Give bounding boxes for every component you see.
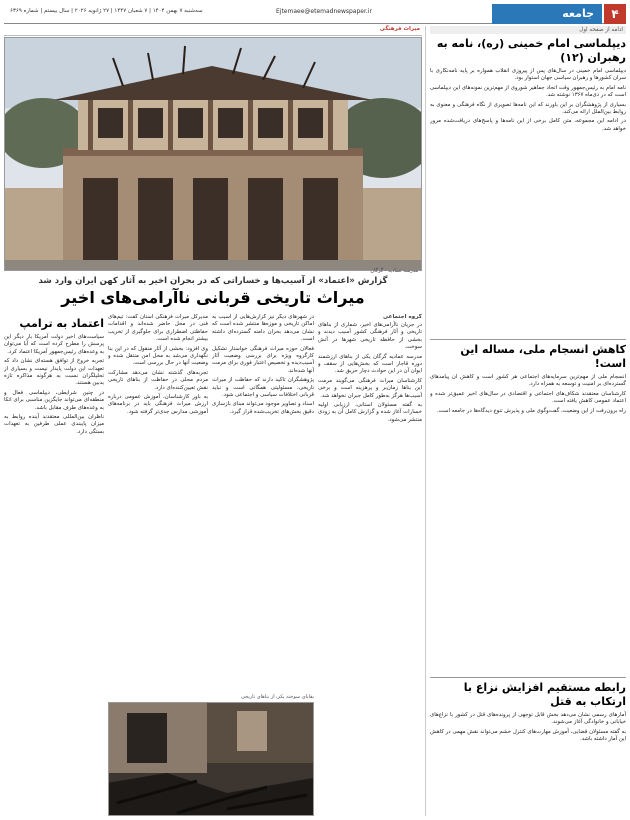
paragraph: نامه امام به رئیس‌جمهور وقت اتحاد جماهیر شوروی از مهم‌ترین نمونه‌های این دیپلماسی است که در دی‌ماه ۱۳۶۷ نوشته شد. xyxy=(430,84,626,99)
paragraph: وی افزود: بخشی از آثار منقول که در این بنا نگهداری می‌شد به محل امن منتقل شده و وضعیت آنها در حال بررسی است. xyxy=(108,345,208,367)
paragraph: مدرسه عمادیه گرگان یکی از بناهای ارزشمند دوره قاجار است که بخش‌هایی از سقف و ایوان آن در این حوادث دچار حریق شد. xyxy=(318,353,422,375)
burnt-interior-illustration xyxy=(108,703,313,816)
paragraph: در شهرهای دیگر نیز گزارش‌هایی از آسیب به اماکن تاریخی و موزه‌ها منتشر شده است که نشان می‌دهد بحران دامنه گسترده‌ای داشته است. xyxy=(212,314,314,343)
paragraph: کارشناسان معتقدند شکاف‌های اجتماعی و اقتصادی در سال‌های اخیر عمیق‌تر شده و اعتماد عمومی کاهش یافته است. xyxy=(430,390,626,405)
paragraph: بسیاری از پژوهشگران بر این باورند که این نامه‌ها تصویری از نگاه فرهنگی و معنوی به روابط بین‌الملل ارائه می‌کند. xyxy=(430,101,626,116)
paragraph: در چنین شرایطی، دیپلماسی فعال و منطقه‌ای می‌تواند جایگزین مناسبی برای اتکا به وعده‌های طرف مقابل باشد. xyxy=(4,389,104,411)
paragraph: اسناد و تصاویر موجود می‌تواند مبنای بازسازی دقیق بخش‌های تخریب‌شده قرار گیرد. xyxy=(212,401,314,415)
dateline: سه‌شنبه ۷ بهمن ۱۴۰۴ | ۷ شعبان ۱۴۴۷ | ۲۷ ژانویه ۲۰۲۶ | سال بیستم | شماره ۶۳۶۹ xyxy=(10,8,203,14)
divider xyxy=(430,339,626,340)
paragraph: در جریان ناآرامی‌های اخیر، شماری از بناهای تاریخی و آثار فرهنگی کشور آسیب دیدند و بخشی از حافظه تاریخی شهرها در آتش سوخت. xyxy=(318,322,422,351)
feature-section-tag xyxy=(4,26,422,36)
paragraph: ناظران بین‌المللی معتقدند آینده روابط به میزان پایبندی عملی طرفین به تعهدات بستگی دارد. xyxy=(4,414,104,435)
main-photo-caption: مدرسه عمادیه - گرگان xyxy=(370,268,418,274)
column-divider xyxy=(425,26,426,816)
paragraph: به باور کارشناسان، آموزش عمومی درباره ارزش میراث فرهنگی باید در برنامه‌های آموزشی مدارس جدی‌تر گرفته شود. xyxy=(108,394,208,415)
paragraph: به گفته مسئولان قضایی، آموزش مهارت‌های کنترل خشم می‌تواند نقش مهمی در کاهش این آمار داشته باشد. xyxy=(430,728,626,743)
page-header xyxy=(4,4,626,24)
paragraph: کارشناسان میراث فرهنگی می‌گویند مرمت این بناها زمان‌بر و پرهزینه است و برخی آسیب‌ها هرگز به‌طور کامل جبران نخواهد شد. xyxy=(318,377,422,399)
article-title-diplomacy[interactable]: دیپلماسی امام خمینی (ره)، نامه به رهبران (۱۲) xyxy=(436,37,626,64)
feature-byline: گروه اجتماعی xyxy=(382,314,422,320)
divider xyxy=(430,677,626,678)
paragraph: راه برون‌رفت از این وضعیت، گفت‌وگوی ملی و پذیرش تنوع دیدگاه‌ها در جامعه است. xyxy=(436,407,626,414)
article-body-violence xyxy=(430,712,626,744)
paragraph: دیپلماسی امام خمینی در سال‌های پس از پیروزی انقلاب همواره بر پایه نامه‌نگاری با سران کشورها و رهبران سیاسی جهان استوار بود. xyxy=(430,68,626,82)
paragraph: در ادامه این مجموعه، متن کامل برخی از این نامه‌ها و پاسخ‌های دریافت‌شده مرور خواهد شد. xyxy=(430,118,626,132)
left-column xyxy=(4,314,104,814)
article-title-trump[interactable]: اعتماد به ترامپ xyxy=(19,317,104,330)
feature-section-label: میراث فرهنگی xyxy=(379,26,420,32)
section-email[interactable]: Ejtemaee@etemadnewspaper.ir xyxy=(276,8,372,15)
article-title-cohesion[interactable]: کاهش انسجام ملی، مساله این است! xyxy=(460,343,626,370)
article-body-diplomacy xyxy=(430,68,626,336)
right-column xyxy=(430,26,626,816)
feature-column-2 xyxy=(212,314,314,692)
paragraph: آمارهای رسمی نشان می‌دهد بخش قابل توجهی از پرونده‌های قتل در کشور با نزاع‌های خیابانی و خانوادگی آغاز می‌شوند. xyxy=(430,712,626,726)
paragraph: پژوهشگران تاکید دارند که حفاظت از میراث تاریخی، مسئولیتی همگانی است و نباید قربانی اختلافات سیاسی و اجتماعی شود. xyxy=(212,377,314,399)
bottom-photo-burnt-interior xyxy=(108,702,314,816)
article-body-cohesion xyxy=(430,374,626,674)
continued-kicker: ادامه از صفحه اول xyxy=(430,26,626,34)
paragraph: تجربه‌های گذشته نشان می‌دهد مشارکت مردم محلی در حفاظت از بناهای تاریخی نقش تعیین‌کننده‌ای دارد. xyxy=(108,369,208,391)
feature-subtitle: گزارش «اعتماد» از آسیب‌ها و خساراتی که در بحران اخیر به آثار کهن ایران وارد شد xyxy=(38,276,388,286)
paragraph: سیاست‌های اخیر دولت آمریکا بار دیگر این پرسش را مطرح کرده است که آیا می‌توان به وعده‌های رئیس‌جمهور آمریکا اعتماد کرد. xyxy=(4,334,104,355)
section-label: جامعه xyxy=(492,4,602,24)
main-photo-historic-building xyxy=(4,37,422,271)
paragraph: مدیرکل میراث فرهنگی استان گفت: تیم‌های فنی در محل حاضر شده‌اند و اقدامات حفاظتی اضطراری برای جلوگیری از تخریب بیشتر انجام شده است. xyxy=(108,314,208,343)
article-title-violence[interactable]: رابطه مستقیم افزایش نزاع با ارتکاب به قتل xyxy=(463,681,626,708)
paragraph: به گفته مسئولان استانی، ارزیابی اولیه خسارات آغاز شده و گزارش کامل آن به زودی منتشر می‌شود. xyxy=(318,402,422,423)
building-illustration xyxy=(4,38,421,271)
paragraph: فعالان حوزه میراث فرهنگی خواستار تشکیل کارگروه ویژه برای بررسی وضعیت آثار آسیب‌دیده و تخصیص اعتبار فوری برای مرمت آنها شده‌اند. xyxy=(212,345,314,374)
paragraph: تجربه خروج از توافق هسته‌ای نشان داد که تعهدات این دولت پایدار نیست و بسیاری از تحلیلگران نسبت به هرگونه مذاکره تازه بدبین هستند. xyxy=(4,358,104,387)
bottom-photo-caption: بقایای سوخته یکی از بناهای تاریخی xyxy=(240,694,314,700)
feature-column-3 xyxy=(108,314,208,692)
paragraph: انسجام ملی از مهم‌ترین سرمایه‌های اجتماعی هر کشور است و کاهش آن پیامدهای گسترده‌ای بر امنیت و توسعه به همراه دارد. xyxy=(430,374,626,388)
feature-title[interactable]: میراث تاریخی قربانی ناآرامی‌های اخیر xyxy=(61,288,365,307)
feature-column-1 xyxy=(318,314,422,814)
page-number: ۴ xyxy=(604,4,626,24)
